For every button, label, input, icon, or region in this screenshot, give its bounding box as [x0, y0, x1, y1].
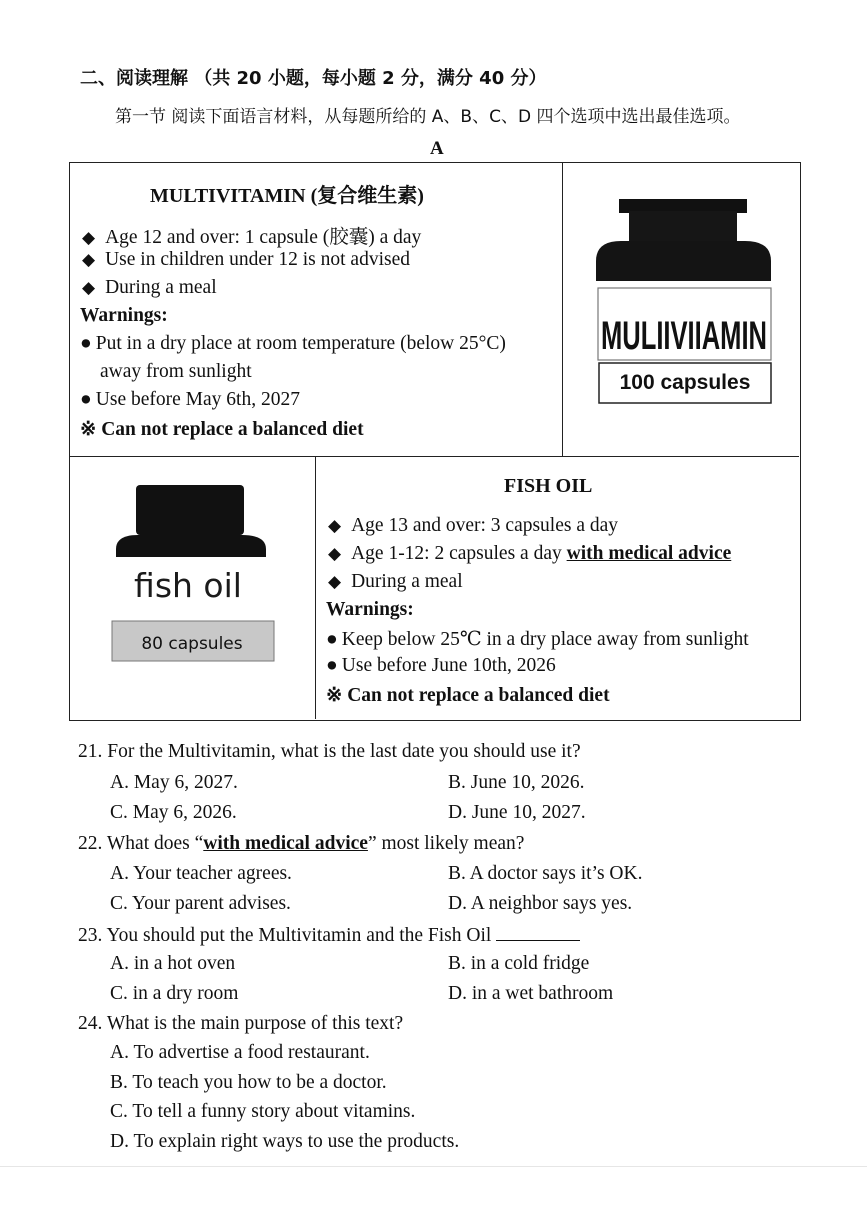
passage-letter: A	[430, 138, 444, 159]
question-21-option-d[interactable]: D. June 10, 2027.	[448, 802, 586, 823]
question-21-option-a[interactable]: A. May 6, 2027.	[110, 772, 238, 793]
dot-bullet-icon: ●	[326, 655, 338, 676]
question-24-option-b[interactable]: B. To teach you how to be a doctor.	[110, 1072, 387, 1093]
fishoil-bottle-label: fish oil	[134, 566, 242, 605]
fishoil-title: FISH OIL	[504, 475, 593, 497]
question-21-option-b[interactable]: B. June 10, 2026.	[448, 772, 585, 793]
question-22-option-c[interactable]: C. Your parent advises.	[110, 893, 291, 914]
fishoil-bottle-count: 80 capsules	[141, 634, 243, 654]
fishoil-child-dosage-item: ◆ Age 1-12: 2 capsules a day with medical advice	[328, 543, 732, 564]
question-22-option-a[interactable]: A. Your teacher agrees.	[110, 863, 292, 884]
multivitamin-meal-item: ◆ During a meal	[82, 277, 217, 298]
multivitamin-info-cell	[70, 163, 563, 457]
diamond-bullet-icon: ◆	[82, 278, 96, 297]
question-22-option-d[interactable]: D. A neighbor says yes.	[448, 893, 633, 914]
dot-bullet-icon: ●	[326, 629, 338, 650]
dot-bullet-icon: ●	[80, 333, 92, 354]
multivitamin-note: ※ Can not replace a balanced diet	[80, 419, 364, 440]
multivitamin-bottle-icon	[563, 163, 799, 457]
answer-blank[interactable]	[496, 924, 580, 941]
fishoil-info-cell	[316, 457, 799, 719]
diamond-bullet-icon: ◆	[328, 516, 342, 535]
question-24-option-d[interactable]: D. To explain right ways to use the products.	[110, 1131, 460, 1152]
medical-advice-emphasis: with medical advice	[203, 833, 368, 854]
question-24-option-c[interactable]: C. To tell a funny story about vitamins.	[110, 1101, 416, 1122]
diamond-bullet-icon: ◆	[82, 228, 96, 247]
multivitamin-storage-warning-cont: away from sunlight	[100, 361, 252, 382]
multivitamin-children-item: ◆ Use in children under 12 is not advised	[82, 249, 410, 270]
instruction-text: 第一节 阅读下面语言材料，从每题所给的 A、B、C、D 四个选项中选出最佳选项。	[115, 107, 741, 127]
product-info-table	[69, 162, 801, 721]
reference-mark-icon: ※	[80, 419, 97, 440]
dot-bullet-icon: ●	[80, 389, 92, 410]
fishoil-storage-warning: ● Keep below 25℃ in a dry place away from sunlight	[326, 629, 749, 650]
fishoil-expiry-warning: ● Use before June 10th, 2026	[326, 655, 556, 676]
question-23-option-b[interactable]: B. in a cold fridge	[448, 953, 590, 974]
reference-mark-icon: ※	[326, 685, 343, 706]
fishoil-meal-item: ◆ During a meal	[328, 571, 463, 592]
question-21: 21. For the Multivitamin, what is the last date you should use it?	[78, 741, 581, 762]
fishoil-warnings-label: Warnings:	[326, 599, 414, 620]
question-24-option-a[interactable]: A. To advertise a food restaurant.	[110, 1042, 370, 1063]
multivitamin-storage-warning: ● Put in a dry place at room temperature (below 25°C)	[80, 333, 506, 354]
medical-advice-emphasis: with medical advice	[566, 543, 732, 564]
multivitamin-title: MULTIVITAMIN (复合维生素)	[150, 185, 424, 207]
question-23-option-a[interactable]: A. in a hot oven	[110, 953, 236, 974]
multivitamin-bottle-count: 100 capsules	[619, 371, 751, 394]
question-24: 24. What is the main purpose of this text?	[78, 1013, 404, 1034]
diamond-bullet-icon: ◆	[328, 572, 342, 591]
question-21-option-c[interactable]: C. May 6, 2026.	[110, 802, 237, 823]
multivitamin-expiry-warning: ● Use before May 6th, 2027	[80, 389, 300, 410]
fishoil-bottle-icon	[70, 457, 316, 719]
question-23-option-d[interactable]: D. in a wet bathroom	[448, 983, 614, 1004]
fishoil-image-cell	[70, 457, 316, 719]
question-22-option-b[interactable]: B. A doctor says it’s OK.	[448, 863, 643, 884]
question-23-option-c[interactable]: C. in a dry room	[110, 983, 239, 1004]
multivitamin-dosage-item: ◆ Age 12 and over: 1 capsule (胶囊) a day	[82, 227, 422, 248]
question-22: 22. What does “with medical advice” most likely mean?	[78, 833, 525, 854]
diamond-bullet-icon: ◆	[82, 250, 96, 269]
fishoil-note: ※ Can not replace a balanced diet	[326, 685, 610, 706]
section-title: 二、阅读理解 （共 20 小题，每小题 2 分，满分 40 分）	[80, 68, 547, 89]
multivitamin-bottle-label: MULIIVIIAMIN	[601, 314, 767, 358]
question-23: 23. You should put the Multivitamin and the Fish Oil	[78, 924, 580, 947]
diamond-bullet-icon: ◆	[328, 544, 342, 563]
fishoil-adult-dosage-item: ◆ Age 13 and over: 3 capsules a day	[328, 515, 619, 536]
multivitamin-warnings-label: Warnings:	[80, 305, 168, 326]
multivitamin-image-cell	[563, 163, 799, 457]
page-bottom-divider	[0, 1166, 867, 1167]
